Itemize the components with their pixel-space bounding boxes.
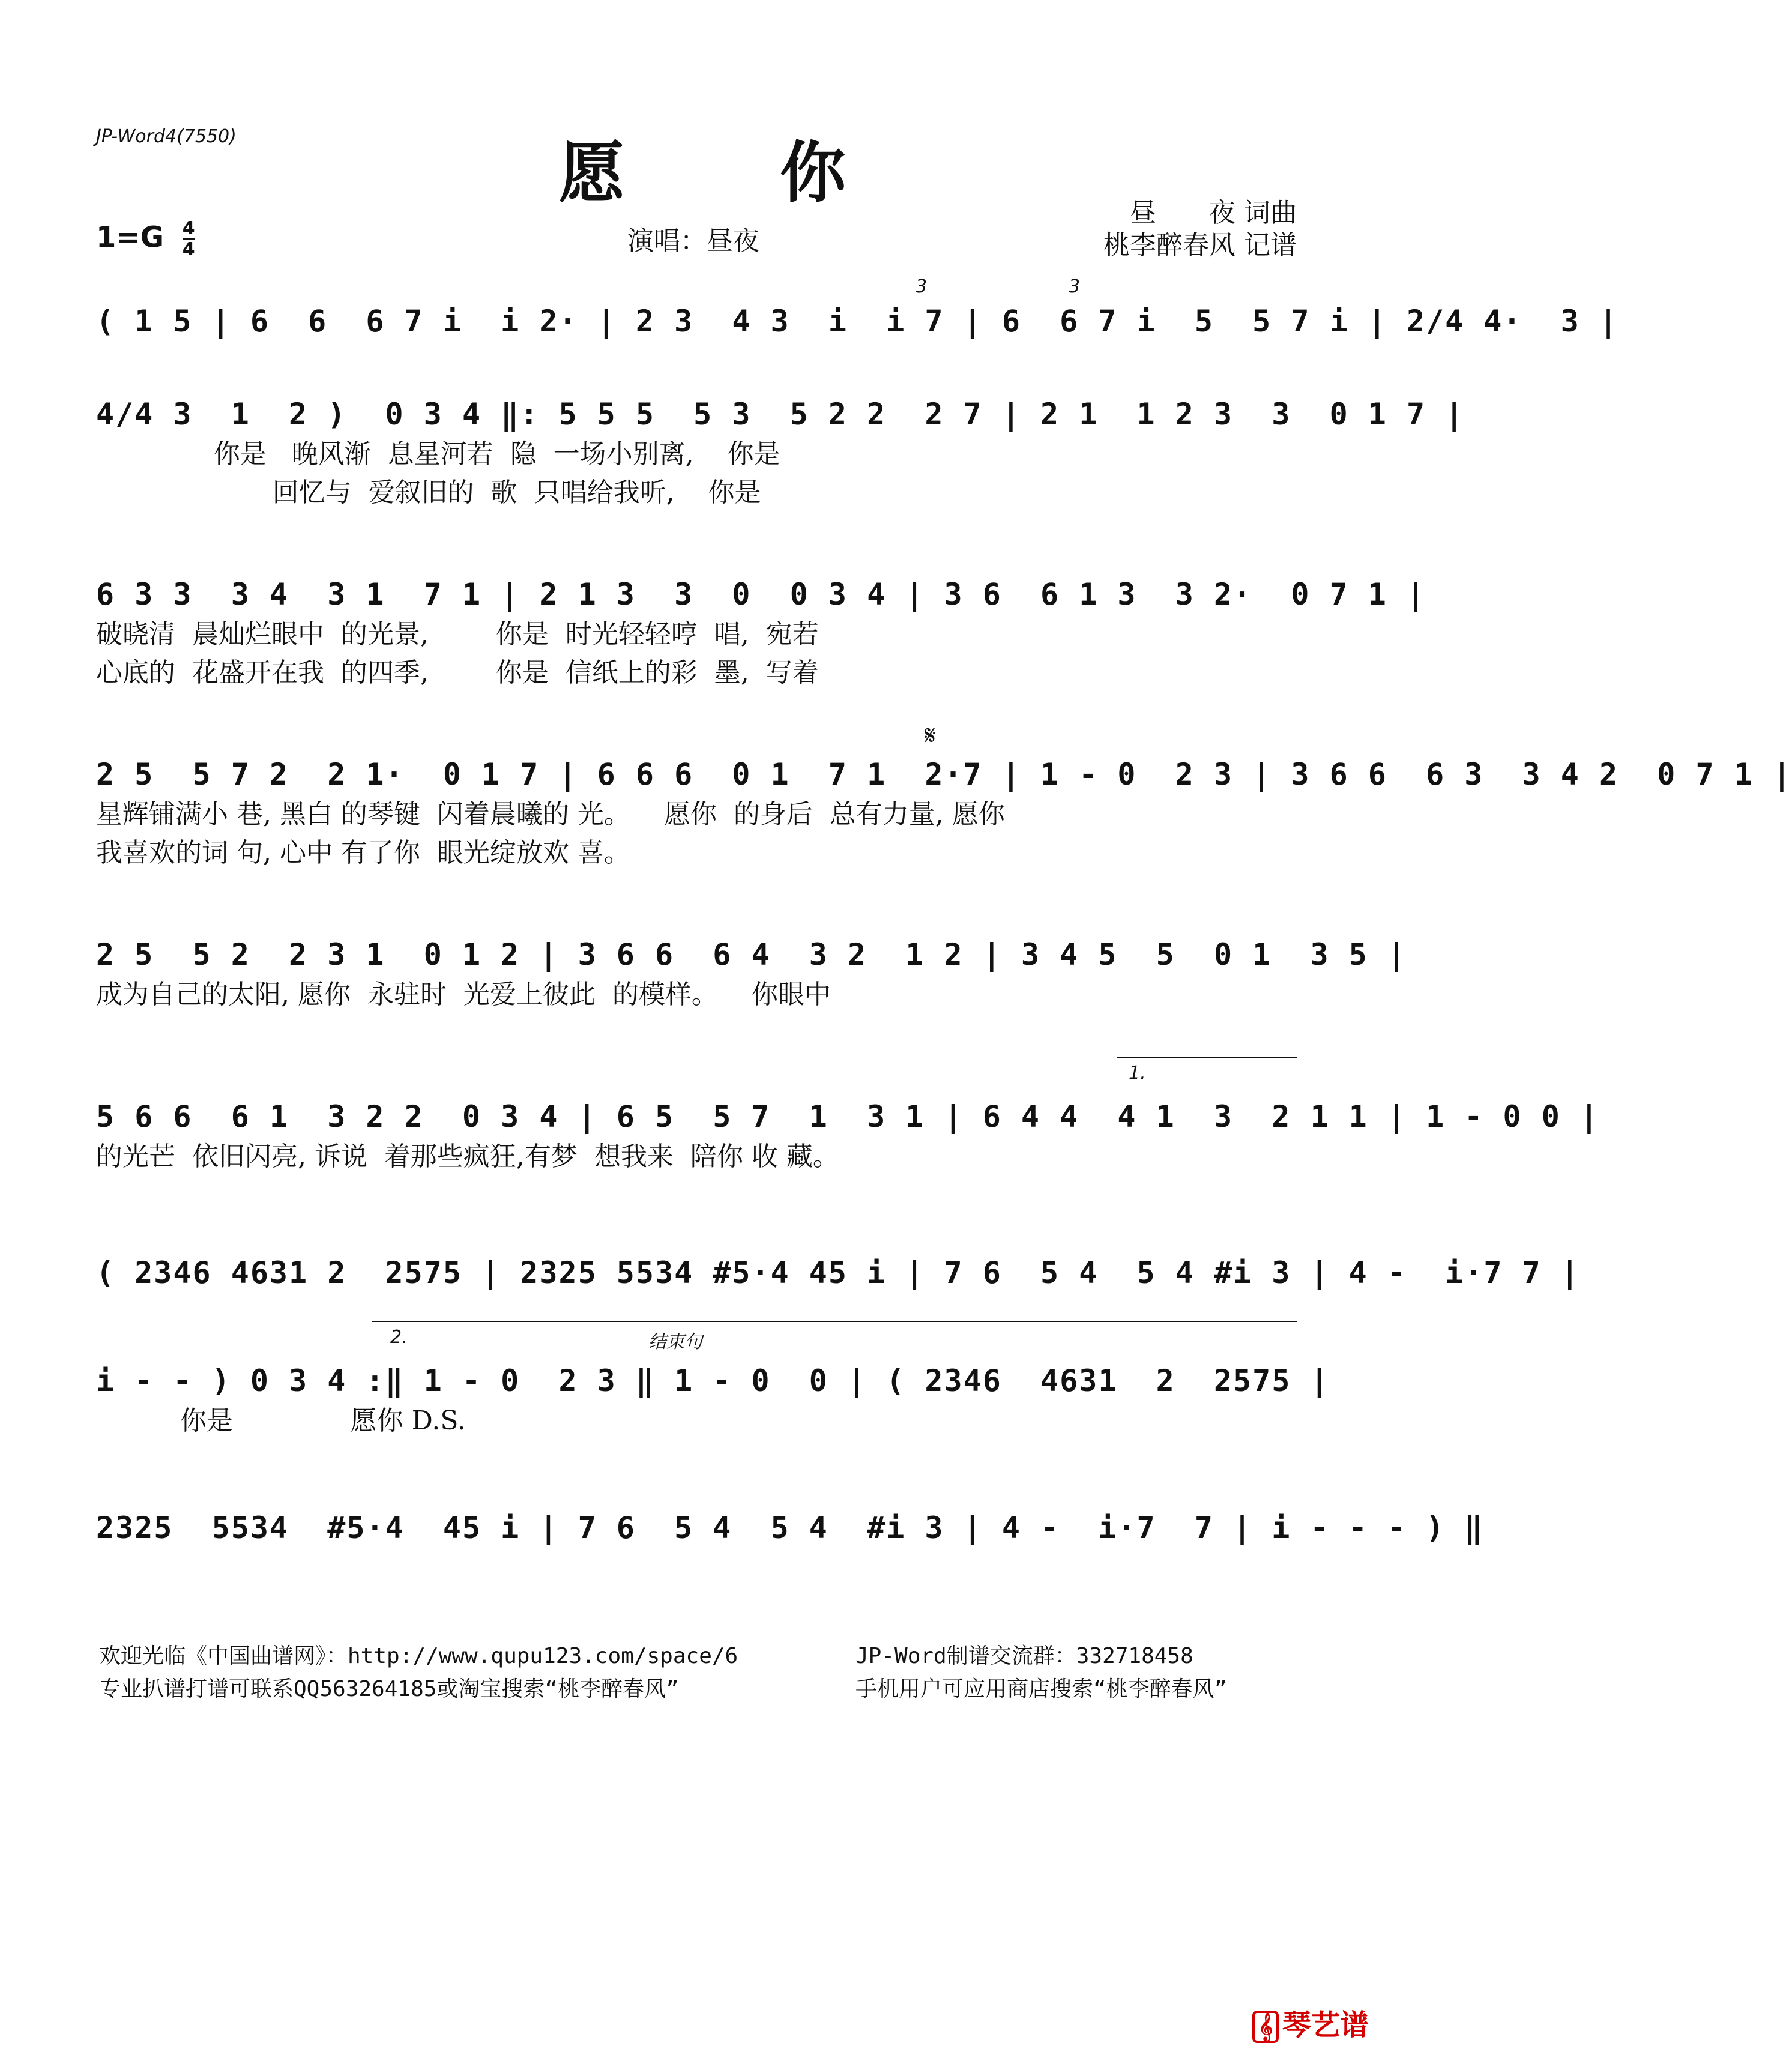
staff-row-7 [96,1252,1580,1294]
staff-row-1 [96,300,1619,342]
footer-line-1-left: 欢迎光临《中国曲谱网》：http://www.qupu123.com/space/6 [99,1644,738,1668]
staff-row-8 [96,1360,1330,1440]
app-label: JP-Word4(7550) [96,126,237,147]
singer-label: 演唱：昼夜 [627,226,759,256]
volta-1-label: 1. [1129,1063,1146,1084]
lyric-verse-2: 回忆与 爱叙旧的 歌 只唱给我听, 你是 [96,477,761,508]
notes-line: 2325 5534 #5·4 45 i | 7 6 5 4 5 4 #i 3 | 4 - i·7 7 | i - - - ) ‖ [96,1510,1484,1545]
staff-row-2 [96,393,1465,512]
triplet-mark: 3 [1069,276,1081,297]
lyric-line: 的光芒 依旧闪亮, 诉说 着那些疯狂,有梦 想我来 陪你 收 藏。 [96,1141,839,1172]
key-signature [96,219,195,259]
site-logo [1252,2002,1369,2043]
key-label: 1=G [96,220,164,255]
credit-lyrics: 昼 夜 词曲 [1130,198,1297,228]
footer-line-1-right: JP-Word制谱交流群：332718458 [855,1644,1193,1668]
notes-line: 5 6 6 6 1 3 2 2 0 3 4 | 6 5 5 7 1 3 1 | 6 4 4 4 1 3 2 1 1 | 1 - 0 0 | [96,1099,1599,1134]
song-title: 愿 你 [558,134,913,211]
notes-line: ( 1 5 | 6 6 6 7 i i 2· | 2 3 4 3 i i 7 | 6 6 7 i 5 5 7 i | 2/4 4· 3 | [96,304,1619,339]
footer-line-2-left: 专业扒谱打谱可联系QQ563264185或淘宝搜索“桃李醉春风” [99,1677,679,1701]
credit-transcriber: 桃李醉春风 记谱 [1103,230,1297,261]
lyric-verse-2: 心底的 花盛开在我 的四季, 你是 信纸上的彩 墨, 写着 [96,657,819,688]
staff-row-4 [96,753,1792,872]
notes-line: ( 2346 4631 2 2575 | 2325 5534 #5·4 45 i | 7 6 5 4 5 4 #i 3 | 4 - i·7 7 | [96,1255,1580,1290]
notes-line: 6 3 3 3 4 3 1 7 1 | 2 1 3 3 0 0 3 4 | 3 6 6 1 3 3 2· 0 7 1 | [96,577,1426,612]
lyric-line: 你是 愿你 D.S. [96,1405,466,1436]
time-bottom: 4 [182,239,195,260]
staff-row-9 [96,1507,1484,1549]
segno-mark: 𝄋 [925,720,936,751]
volta-bracket [372,1321,1297,1322]
notes-line: 4/4 3 1 2 ) 0 3 4 ‖: 5 5 5 5 3 5 2 2 2 7 | 2 1 1 2 3 3 0 1 7 | [96,397,1465,432]
footer-line-2-right: 手机用户可应用商店搜索“桃李醉春风” [855,1677,1228,1701]
notes-line: i - - ) 0 3 4 :‖ 1 - 0 2 3 ‖ 1 - 0 0 | ( 2346 4631 2 2575 | [96,1363,1330,1398]
triplet-mark: 3 [916,276,928,297]
volta-bracket [1117,1057,1297,1058]
lyric-verse-1: 星辉铺满小 巷, 黑白 的琴键 闪着晨曦的 光。 愿你 的身后 总有力量, 愿你 [96,799,1005,830]
logo-text: 琴艺谱 [1282,2008,1369,2042]
staff-row-5 [96,934,1407,1014]
staff-row-6 [96,1096,1599,1176]
notes-line: 2 5 5 7 2 2 1· 0 1 7 | 6 6 6 0 1 7 1 2·7 | 1 - 0 2 3 | 3 6 6 6 3 3 4 2 0 7 1 | [96,757,1792,792]
time-signature [183,219,195,259]
lyric-verse-1: 破晓清 晨灿烂眼中 的光景, 你是 时光轻轻哼 唱, 宛若 [96,619,819,650]
coda-label: 结束句 [648,1332,702,1353]
volta-2-label: 2. [390,1327,408,1348]
lyric-line: 成为自己的太阳, 愿你 永驻时 光爱上彼此 的模样。 你眼中 [96,979,831,1010]
lyric-verse-2: 我喜欢的词 句, 心中 有了你 眼光绽放欢 喜。 [96,837,630,868]
piano-logo-icon: 𝄞 [1252,2011,1279,2043]
staff-row-3 [96,573,1426,692]
lyric-verse-1: 你是 晚风渐 息星河若 隐 一场小别离, 你是 [96,439,780,469]
time-top: 4 [182,218,195,239]
notes-line: 2 5 5 2 2 3 1 0 1 2 | 3 6 6 6 4 3 2 1 2 | 3 4 5 5 0 1 3 5 | [96,937,1407,972]
